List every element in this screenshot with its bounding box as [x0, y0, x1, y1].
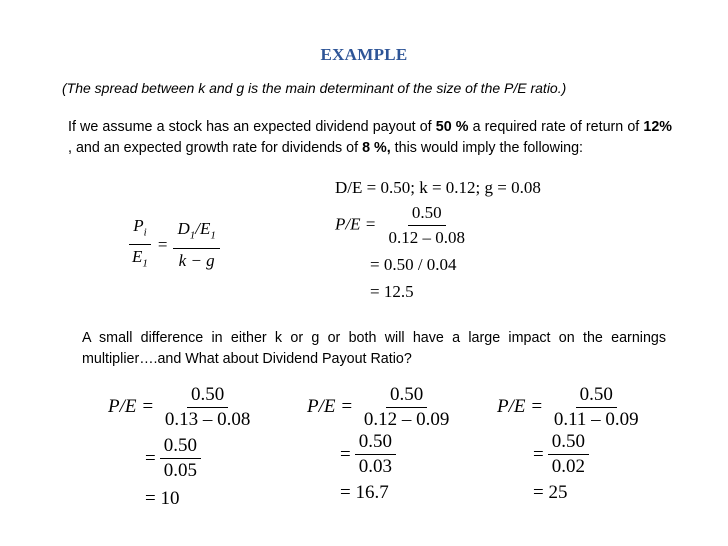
scenario-3-result: = 25 [533, 482, 568, 503]
base-denominator: 0.12 – 0.08 [388, 228, 465, 247]
intro-text-4: this would imply the following: [390, 140, 583, 156]
scenario-2-denominator-2: 0.03 [358, 456, 392, 477]
scenario-1-numerator-2: 0.50 [160, 436, 201, 459]
scenario-2-numerator: 0.50 [386, 385, 427, 408]
slide-title: EXAMPLE [320, 45, 408, 64]
assumptions-line: D/E = 0.50; k = 0.12; g = 0.08 [335, 178, 541, 197]
scenario-1 [108, 385, 254, 430]
scenario-3-denominator-2: 0.02 [551, 456, 585, 477]
scenario-2-denominator: 0.12 – 0.09 [363, 409, 450, 430]
scenario-3 [497, 385, 643, 430]
scenario-3-denominator: 0.11 – 0.09 [553, 409, 639, 430]
growth-rate-value: 8 %, [362, 140, 391, 156]
scenario-2-label: P/E = [307, 395, 354, 417]
scenario-1-result: = 10 [145, 488, 180, 509]
formula-p-sub: i [143, 226, 147, 239]
base-pe-label: P/E = [335, 214, 377, 234]
scenario-3-numerator-2: 0.50 [548, 432, 589, 455]
required-return-value: 12% [643, 119, 672, 135]
scenario-1-denominator: 0.13 – 0.08 [164, 409, 251, 430]
formula-e1: /E [195, 219, 211, 239]
formula-d-sub: 1 [189, 229, 196, 242]
base-step: = 0.50 / 0.04 [370, 255, 457, 274]
scenario-2-numerator-2: 0.50 [355, 432, 396, 455]
scenario-2-result: = 16.7 [340, 482, 389, 503]
scenario-1-step: = $\frac{0.50}{0.05}$ [145, 436, 201, 481]
scenario-2 [307, 385, 453, 430]
formula-e: E [132, 247, 143, 267]
formula-e-sub: 1 [142, 257, 148, 270]
scenario-1-label: P/E = [108, 395, 155, 417]
scenario-1-numerator: 0.50 [187, 385, 228, 408]
scenario-3-step: = $\frac{0.50}{0.02}$ [533, 432, 589, 477]
pe-formula: $\frac{P_i}{E_1}$ = $\frac{D_1/E_1}{k - g}$ [128, 216, 220, 274]
intro-text-1: If we assume a stock has an expected dividend payout of [68, 119, 436, 135]
intro-paragraph [68, 117, 672, 159]
scenario-1-denominator-2: 0.05 [163, 460, 197, 481]
intro-text-3: , and an expected growth rate for dividends of [68, 140, 363, 156]
slide-subtitle: (The spread between k and g is the main determinant of the size of the P/E ratio.) [62, 80, 567, 96]
scenario-3-label: P/E = [497, 395, 544, 417]
impact-paragraph: A small difference in either k or g or both will have a large impact on the earnings multiplier….and What about Dividend Payout Ratio? [82, 330, 666, 367]
base-result: = 12.5 [370, 282, 414, 301]
formula-p: P [133, 216, 144, 235]
formula-e1-sub: 1 [210, 229, 216, 242]
base-pe-equation [335, 203, 469, 248]
base-numerator: 0.50 [408, 203, 446, 226]
scenario-2-step: = $\frac{0.50}{0.03}$ [340, 432, 396, 477]
payout-value: 50 % [435, 119, 469, 135]
formula-k-minus-g: k − g [178, 250, 215, 270]
scenario-3-numerator: 0.50 [576, 385, 617, 408]
formula-d: D [177, 219, 190, 239]
intro-text-2: a required rate of return of [468, 119, 644, 135]
